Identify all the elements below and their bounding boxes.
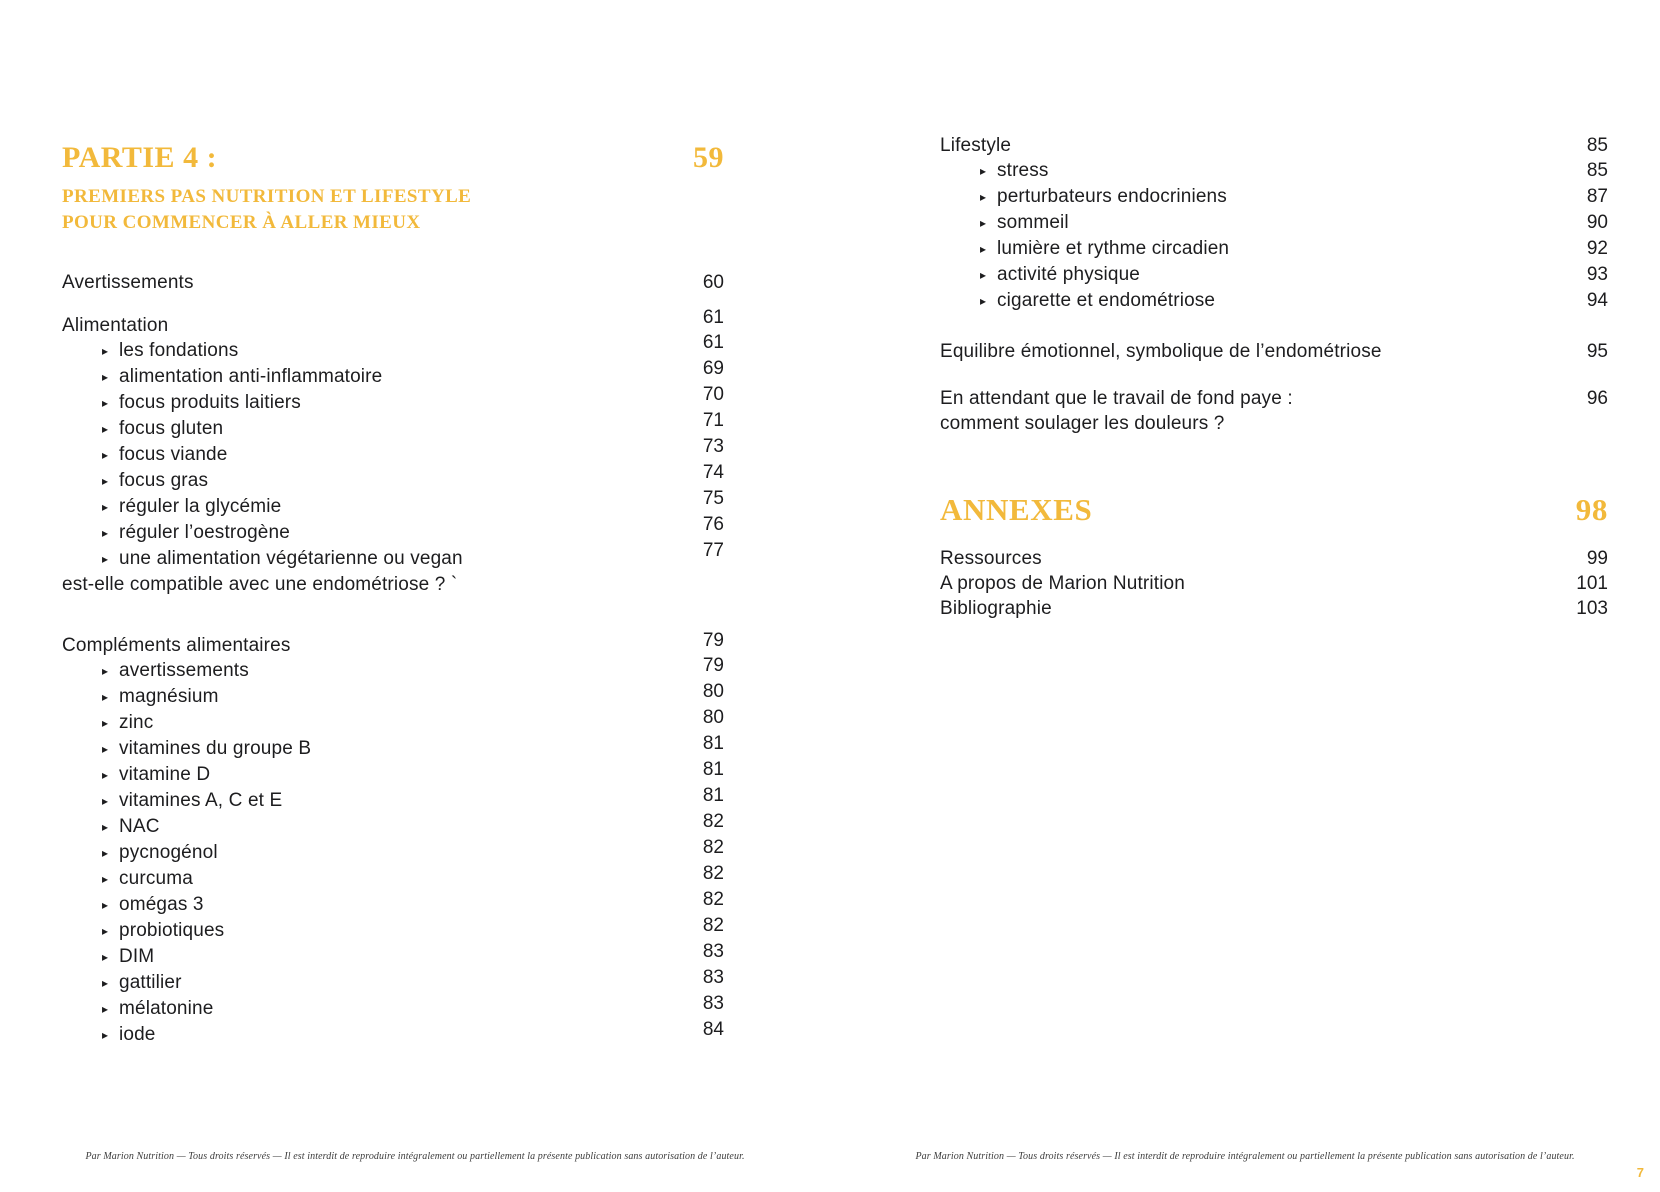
toc-entry-label: ▸ focus viande: [62, 442, 682, 468]
toc-part-heading: [940, 490, 1608, 530]
triangle-bullet-icon: ▸: [980, 294, 987, 308]
triangle-bullet-icon: ▸: [102, 552, 109, 566]
toc-entry-label: ▸ omégas 3: [62, 892, 682, 918]
toc-entry-label: ▸ avertissements: [62, 658, 682, 684]
toc-page-number: 69: [702, 358, 724, 379]
toc-subentry: [62, 889, 724, 918]
triangle-bullet-icon: ▸: [102, 500, 109, 514]
toc-right-column: [940, 133, 1608, 621]
toc-page-number: 73: [702, 436, 724, 457]
toc-page-number: 79: [702, 655, 724, 676]
toc-subentry: [62, 967, 724, 996]
toc-entry-label: ▸ focus gras: [62, 468, 682, 494]
toc-subentry: [62, 462, 724, 494]
toc-section-alimentation: [62, 307, 724, 597]
triangle-bullet-icon: ▸: [102, 898, 109, 912]
toc-page-number: 80: [702, 707, 724, 728]
toc-entry-label: ▸ réguler la glycémie: [62, 494, 682, 520]
toc-entry-label: ▸ focus gluten: [62, 416, 682, 442]
toc-group-heading: [62, 630, 724, 658]
toc-entry-label: ANNEXES: [940, 492, 1093, 527]
toc-page-number: 92: [1586, 238, 1608, 259]
toc-entry-label: ▸ stress: [940, 158, 1566, 184]
toc-page-number: 70: [702, 384, 724, 405]
toc-entry: [62, 270, 724, 295]
toc-entry: [940, 386, 1608, 411]
triangle-bullet-icon: ▸: [102, 344, 109, 358]
page-right: [830, 0, 1660, 1192]
toc-subentry: [62, 759, 724, 788]
triangle-bullet-icon: ▸: [102, 526, 109, 540]
toc-page-number: 81: [702, 733, 724, 754]
toc-subentry: [62, 655, 724, 684]
part-subtitle-line: POUR COMMENCER À ALLER MIEUX: [62, 212, 421, 233]
toc-page-number: 61: [702, 332, 724, 353]
triangle-bullet-icon: ▸: [102, 664, 109, 678]
toc-subentry: [62, 681, 724, 710]
toc-entry-label: ▸ NAC: [62, 814, 682, 840]
toc-subentry: [62, 707, 724, 736]
toc-entry-label: Bibliographie: [940, 598, 1052, 619]
toc-section-ressources: [940, 546, 1608, 571]
toc-entry-label: ▸ réguler l’oestrogène: [62, 520, 682, 546]
triangle-bullet-icon: ▸: [102, 690, 109, 704]
toc-section-complements: [62, 630, 724, 1048]
toc-subentry: [62, 540, 724, 572]
toc-entry-label: ▸ les fondations: [62, 338, 682, 364]
toc-page-number: 60: [702, 272, 724, 293]
footer-legal-left: Par Marion Nutrition — Tous droits réservés — Il est interdit de reproduire intégralement ou partiellement la présente publication sans autorisation de l’auteur.: [85, 1151, 745, 1162]
triangle-bullet-icon: ▸: [102, 794, 109, 808]
triangle-bullet-icon: ▸: [980, 190, 987, 204]
toc-section-annexes: [940, 490, 1608, 530]
toc-page-number: 95: [1586, 341, 1608, 362]
toc-page-number: 94: [1586, 290, 1608, 311]
toc-subentry: [940, 262, 1608, 288]
toc-entry-label: A propos de Marion Nutrition: [940, 573, 1185, 594]
toc-entry-label: ▸ cigarette et endométriose: [940, 288, 1566, 314]
toc-subentry: [62, 358, 724, 390]
toc-subentry: [62, 863, 724, 892]
toc-entry-label: Equilibre émotionnel, symbolique de l’endométriose: [940, 341, 1382, 362]
toc-subentry: [940, 158, 1608, 184]
toc-page-number: 82: [702, 889, 724, 910]
triangle-bullet-icon: ▸: [102, 1002, 109, 1016]
toc-subentry: [62, 514, 724, 546]
footer-legal-right: Par Marion Nutrition — Tous droits réservés — Il est interdit de reproduire intégralement ou partiellement la présente publication sans autorisation de l’auteur.: [915, 1151, 1575, 1162]
triangle-bullet-icon: ▸: [102, 1028, 109, 1042]
triangle-bullet-icon: ▸: [102, 474, 109, 488]
toc-entry-label: ▸ iode: [62, 1022, 682, 1048]
triangle-bullet-icon: ▸: [980, 242, 987, 256]
toc-subentry: [62, 785, 724, 814]
toc-page-number: 74: [702, 462, 724, 483]
triangle-bullet-icon: ▸: [980, 164, 987, 178]
toc-subentry: [62, 993, 724, 1022]
toc-entry-label: ▸ vitamines du groupe B: [62, 736, 682, 762]
toc-page-number: 81: [702, 759, 724, 780]
triangle-bullet-icon: ▸: [980, 268, 987, 282]
toc-page-number: 93: [1586, 264, 1608, 285]
toc-page-number: 77: [702, 540, 724, 561]
toc-page-number: 83: [702, 993, 724, 1014]
triangle-bullet-icon: ▸: [102, 716, 109, 730]
triangle-bullet-icon: ▸: [102, 742, 109, 756]
toc-page-number: 79: [702, 630, 724, 651]
triangle-bullet-icon: ▸: [102, 950, 109, 964]
toc-section-biblio: [940, 596, 1608, 621]
toc-subentry: [940, 184, 1608, 210]
toc-subentry: [62, 915, 724, 944]
part-subtitle-line: PREMIERS PAS NUTRITION ET LIFESTYLE: [62, 186, 472, 207]
toc-left-column: [62, 270, 724, 1048]
part-page-number: 59: [693, 141, 724, 174]
toc-entry-label: ▸ gattilier: [62, 970, 682, 996]
toc-entry-label: ▸ perturbateurs endocriniens: [940, 184, 1566, 210]
toc-entry-label: ▸ probiotiques: [62, 918, 682, 944]
toc-entry-label: ▸ alimentation anti-inflammatoire: [62, 364, 682, 390]
part-header: [62, 140, 724, 176]
toc-section-lifestyle: [940, 133, 1608, 314]
toc-entry-label: ▸ une alimentation végétarienne ou vegan: [62, 546, 682, 572]
toc-subentry: [940, 288, 1608, 314]
toc-subentry: [62, 384, 724, 416]
toc-entry-label: ▸ vitamine D: [62, 762, 682, 788]
toc-subentry: [62, 941, 724, 970]
toc-page-number: 83: [702, 967, 724, 988]
toc-subentry: [62, 1019, 724, 1048]
toc-entry: [940, 571, 1608, 596]
toc-subentry: [62, 733, 724, 762]
toc-subentry: [940, 210, 1608, 236]
toc-entry: [940, 596, 1608, 621]
toc-page-number: 82: [702, 863, 724, 884]
toc-entry-label: ▸ activité physique: [940, 262, 1566, 288]
toc-entry-label: Lifestyle: [940, 135, 1012, 156]
toc-subentry-continuation: [62, 572, 724, 597]
toc-entry-label: Compléments alimentaires: [62, 635, 291, 656]
toc-page-number: 76: [702, 514, 724, 535]
toc-entry-label: Ressources: [940, 548, 1042, 569]
toc-entry: [940, 339, 1608, 364]
toc-page-number: 85: [1586, 135, 1608, 156]
toc-section-attendant: [940, 386, 1608, 436]
toc-page-number: 83: [702, 941, 724, 962]
toc-group-heading: [940, 133, 1608, 158]
part-subtitle: [62, 184, 724, 236]
toc-entry-label: comment soulager les douleurs ?: [940, 413, 1225, 434]
toc-page-number: 87: [1586, 186, 1608, 207]
part-title: PARTIE 4 :: [62, 141, 218, 174]
toc-entry-label: Avertissements: [62, 272, 194, 293]
toc-page-number: 71: [702, 410, 724, 431]
triangle-bullet-icon: ▸: [102, 924, 109, 938]
toc-page-number: 90: [1586, 212, 1608, 233]
toc-page-number: 98: [1575, 492, 1608, 527]
triangle-bullet-icon: ▸: [102, 370, 109, 384]
toc-entry-label: ▸ DIM: [62, 944, 682, 970]
toc-page-number: 101: [1576, 573, 1608, 594]
toc-group-heading: [62, 307, 724, 338]
toc-entry-label: Alimentation: [62, 315, 169, 336]
toc-entry-label: ▸ sommeil: [940, 210, 1566, 236]
triangle-bullet-icon: ▸: [102, 976, 109, 990]
toc-page-number: 96: [1586, 388, 1608, 409]
toc-subentry: [62, 436, 724, 468]
toc-page-number: 84: [702, 1019, 724, 1040]
toc-entry-label: ▸ magnésium: [62, 684, 682, 710]
triangle-bullet-icon: ▸: [102, 872, 109, 886]
toc-subentry: [62, 837, 724, 866]
toc-entry-label: ▸ mélatonine: [62, 996, 682, 1022]
toc-page-number: 103: [1576, 598, 1608, 619]
toc-entry-label: ▸ vitamines A, C et E: [62, 788, 682, 814]
toc-entry-label: est-elle compatible avec une endométriose ? `: [62, 574, 458, 595]
triangle-bullet-icon: ▸: [102, 396, 109, 410]
toc-page-number: 61: [702, 307, 724, 328]
toc-entry-label: ▸ focus produits laitiers: [62, 390, 682, 416]
triangle-bullet-icon: ▸: [980, 216, 987, 230]
folio-page-number: 7: [1636, 1165, 1644, 1180]
triangle-bullet-icon: ▸: [102, 768, 109, 782]
toc-page-number: 82: [702, 915, 724, 936]
toc-page-number: 99: [1586, 548, 1608, 569]
toc-page-number: 80: [702, 681, 724, 702]
toc-entry-label: ▸ pycnogénol: [62, 840, 682, 866]
toc-page-number: 75: [702, 488, 724, 509]
toc-entry-label: ▸ lumière et rythme circadien: [940, 236, 1566, 262]
toc-section-avert: [62, 270, 724, 295]
triangle-bullet-icon: ▸: [102, 448, 109, 462]
toc-entry: [940, 411, 1608, 436]
toc-subentry: [62, 332, 724, 364]
toc-entry-label: En attendant que le travail de fond paye :: [940, 388, 1293, 409]
toc-page-number: 81: [702, 785, 724, 806]
toc-section-equilibre: [940, 339, 1608, 364]
toc-entry: [940, 546, 1608, 571]
toc-entry-label: ▸ zinc: [62, 710, 682, 736]
toc-subentry: [62, 410, 724, 442]
triangle-bullet-icon: ▸: [102, 846, 109, 860]
triangle-bullet-icon: ▸: [102, 422, 109, 436]
toc-subentry: [62, 811, 724, 840]
toc-section-apropos: [940, 571, 1608, 596]
toc-page-number: 82: [702, 811, 724, 832]
toc-subentry: [62, 488, 724, 520]
toc-subentry: [940, 236, 1608, 262]
triangle-bullet-icon: ▸: [102, 820, 109, 834]
toc-entry-label: ▸ curcuma: [62, 866, 682, 892]
toc-page-number: 85: [1586, 160, 1608, 181]
toc-page-number: 82: [702, 837, 724, 858]
